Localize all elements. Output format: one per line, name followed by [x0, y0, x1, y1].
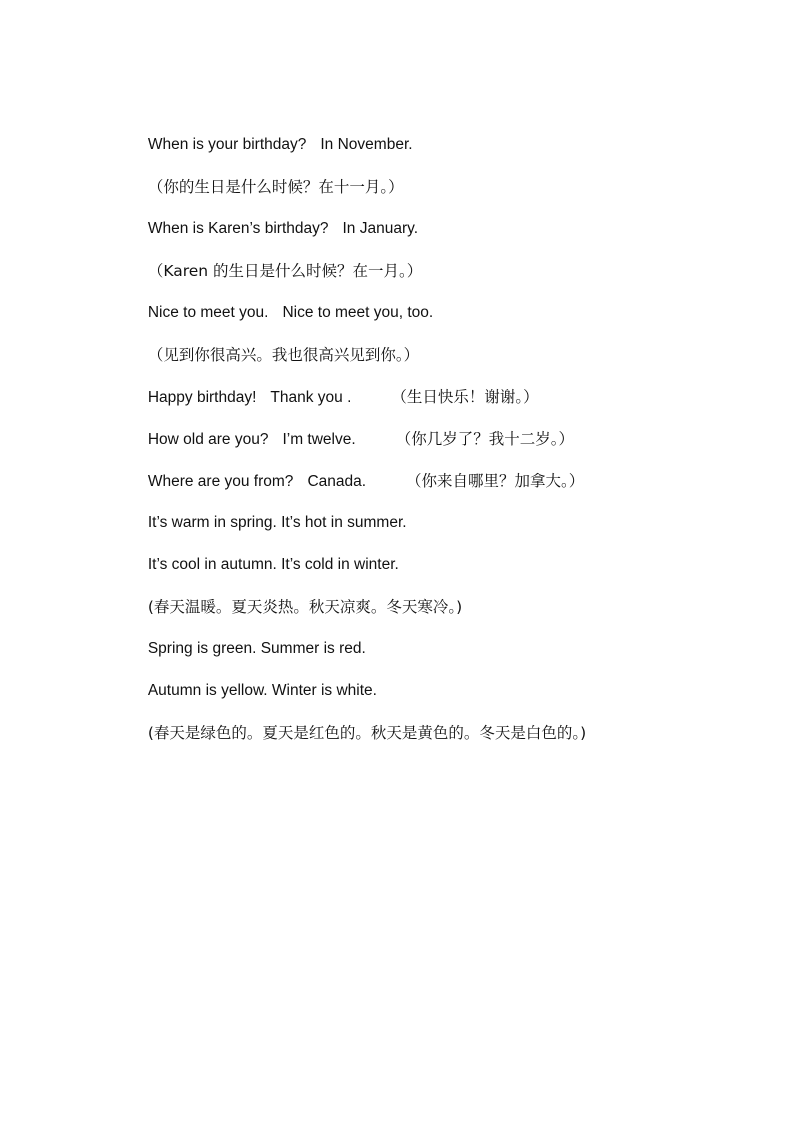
chinese-translation: （你来自哪里？加拿大。） [406, 472, 585, 490]
english-answer: In January. [342, 220, 419, 237]
chinese-translation: (春天温暖。夏天炎热。秋天凉爽。冬天寒冷。) [147, 598, 463, 616]
document-body [122, 106, 742, 742]
english-sentence: It’s cool in autumn. It’s cold in winter. [147, 556, 399, 573]
english-answer: Canada. [307, 473, 367, 490]
english-answer: Nice to meet you, too. [282, 304, 434, 321]
english-sentence: Autumn is yellow. Winter is white. [147, 682, 377, 699]
english-question: Where are you from? [147, 473, 294, 490]
english-question: When is Karen’s birthday? [147, 220, 329, 237]
english-sentence: Spring is green. Summer is red. [147, 640, 366, 657]
english-answer: Thank you . [270, 389, 352, 406]
english-answer: I’m twelve. [282, 431, 356, 448]
chinese-translation: (春天是绿色的。夏天是红色的。秋天是黄色的。冬天是白色的。) [147, 724, 587, 742]
chinese-translation: （Karen 的生日是什么时候？在一月。） [147, 262, 423, 280]
english-question: Happy birthday! [147, 389, 257, 406]
text-line [122, 106, 742, 153]
chinese-translation: （见到你很高兴。我也很高兴见到你。） [147, 346, 420, 364]
english-sentence: It’s warm in spring. It’s hot in summer. [147, 514, 407, 531]
english-question: How old are you? [147, 431, 269, 448]
english-question: When is your birthday? [147, 136, 307, 153]
chinese-translation: （生日快乐！谢谢。） [391, 388, 539, 406]
chinese-translation: （你几岁了？我十二岁。） [395, 430, 574, 448]
english-answer: In November. [320, 136, 413, 153]
english-question: Nice to meet you. [147, 304, 269, 321]
chinese-translation: （你的生日是什么时候？在十一月。） [147, 178, 404, 196]
